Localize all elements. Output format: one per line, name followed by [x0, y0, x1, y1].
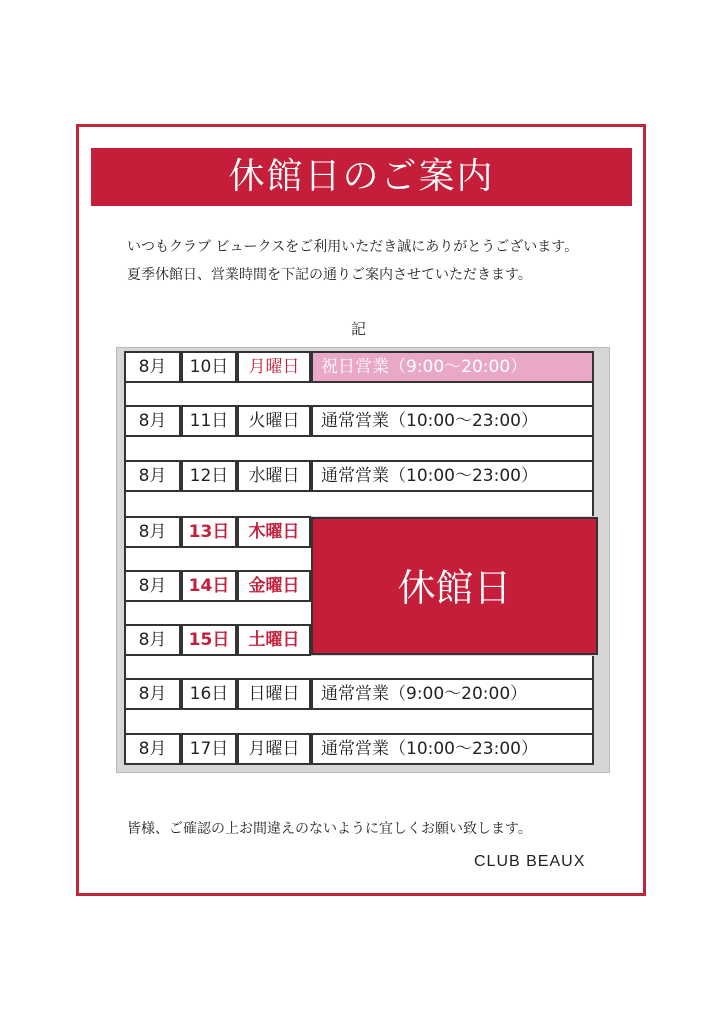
closing-note: 皆様、ご確認の上お間違えのないように宜しくお願い致します。 — [127, 821, 532, 837]
club-signature: CLUB BEAUX — [474, 853, 586, 870]
month-cell: 8月 — [124, 678, 181, 710]
month-cell: 8月 — [124, 570, 181, 602]
month-cell: 8月 — [124, 516, 181, 548]
day-cell: 13日 — [181, 516, 237, 548]
row-gap — [124, 492, 594, 516]
closed-days-block: 休館日 — [311, 517, 598, 655]
weekday-cell: 水曜日 — [237, 460, 311, 492]
weekday-cell: 日曜日 — [237, 678, 311, 710]
day-cell: 16日 — [181, 678, 237, 710]
row-gap — [124, 710, 594, 734]
row-gap — [124, 437, 594, 461]
day-cell: 15日 — [181, 624, 237, 656]
month-cell: 8月 — [124, 405, 181, 437]
month-cell: 8月 — [124, 460, 181, 492]
row-gap — [124, 548, 313, 572]
day-cell: 12日 — [181, 460, 237, 492]
page-title: 休館日のご案内 — [91, 148, 632, 206]
weekday-cell: 金曜日 — [237, 570, 311, 602]
status-cell: 通常営業（9:00〜20:00） — [311, 678, 594, 710]
day-cell: 14日 — [181, 570, 237, 602]
day-cell: 11日 — [181, 405, 237, 437]
status-cell: 通常営業（10:00〜23:00） — [311, 405, 594, 437]
ki-label: 記 — [351, 320, 367, 338]
weekday-cell: 土曜日 — [237, 624, 311, 656]
day-cell: 17日 — [181, 733, 237, 765]
intro-line-2: 夏季休館日、営業時間を下記の通りご案内させていただきます。 — [127, 267, 532, 283]
row-gap — [124, 602, 313, 626]
intro-line-1: いつもクラブ ビュークスをご利用いただき誠にありがとうございます。 — [127, 239, 579, 255]
weekday-cell: 月曜日 — [237, 733, 311, 765]
month-cell: 8月 — [124, 351, 181, 383]
month-cell: 8月 — [124, 733, 181, 765]
weekday-cell: 火曜日 — [237, 405, 311, 437]
status-cell: 通常営業（10:00〜23:00） — [311, 460, 594, 492]
status-cell: 通常営業（10:00〜23:00） — [311, 733, 594, 765]
weekday-cell: 月曜日 — [237, 351, 311, 383]
row-gap — [124, 383, 594, 407]
row-gap — [124, 656, 594, 680]
weekday-cell: 木曜日 — [237, 516, 311, 548]
status-cell: 祝日営業（9:00〜20:00） — [311, 351, 594, 383]
month-cell: 8月 — [124, 624, 181, 656]
day-cell: 10日 — [181, 351, 237, 383]
